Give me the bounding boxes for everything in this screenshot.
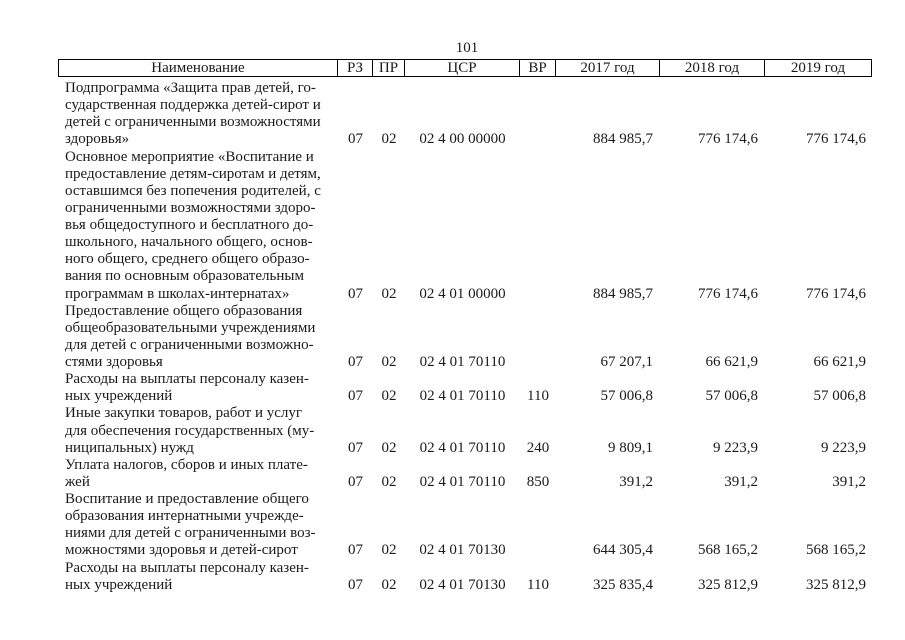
amount-2018: 776 174,6 — [698, 285, 758, 302]
name-line: для обеспечения государственных (му- — [65, 422, 315, 439]
name-line: Иные закупки товаров, работ и услуг — [65, 405, 303, 422]
csr-cell: 02 4 01 00000 — [419, 285, 506, 302]
amount-2017: 9 809,1 — [608, 439, 653, 456]
amount-2019: 568 165,2 — [806, 542, 866, 559]
table-row — [58, 371, 872, 405]
header-pr: ПР — [373, 60, 405, 76]
row-name — [58, 457, 338, 491]
table-row — [58, 80, 872, 149]
name-line: ных учреждений — [65, 576, 173, 593]
pr-cell: 02 — [381, 354, 397, 370]
header-csr: ЦСР — [405, 60, 520, 76]
amount-2017: 644 305,4 — [593, 542, 653, 559]
amount-2017: 391,2 — [619, 473, 653, 490]
row-name — [58, 80, 338, 149]
csr-cell: 02 4 01 70110 — [419, 388, 506, 405]
vr-cell — [520, 542, 556, 559]
row-name — [58, 371, 338, 405]
name-line: Предоставление общего образования — [65, 302, 303, 319]
amount-2018: 776 174,6 — [698, 131, 758, 148]
amount-2018: 66 621,9 — [705, 354, 758, 370]
vr-cell: 110 — [527, 576, 549, 593]
name-line: Подпрограмма «Защита прав детей, го- — [65, 80, 316, 96]
name-line: для детей с ограниченными возможно- — [65, 336, 314, 353]
amount-2019: 325 812,9 — [806, 576, 866, 593]
amount-2017: 57 006,8 — [600, 388, 653, 405]
name-line: ограниченными возможностями здоро- — [65, 199, 316, 216]
amount-2017: 325 835,4 — [593, 576, 653, 593]
row-name — [58, 560, 338, 594]
vr-cell: 240 — [526, 439, 550, 456]
name-line: Воспитание и предоставление общего — [65, 491, 309, 507]
name-line: Основное мероприятие «Воспитание и — [65, 148, 314, 165]
amount-2018: 9 223,9 — [713, 439, 758, 456]
name-line: программам в школах-интернатах» — [65, 285, 290, 302]
amount-2017: 67 207,1 — [600, 354, 653, 370]
rz-cell: 07 — [348, 131, 363, 148]
name-line: здоровья» — [65, 131, 130, 148]
name-line: ных учреждений — [65, 388, 173, 405]
header-rz: РЗ — [338, 60, 373, 76]
header-2017: 2017 год — [556, 60, 660, 76]
name-line: школьного, начального общего, основ- — [65, 234, 313, 251]
amount-2019: 776 174,6 — [806, 285, 866, 302]
pr-cell: 02 — [381, 576, 397, 593]
amount-2019: 66 621,9 — [813, 354, 866, 370]
table-row — [58, 405, 872, 456]
name-line: можностями здоровья и детей-сирот — [65, 542, 298, 559]
pr-cell: 02 — [381, 388, 397, 405]
row-name — [58, 303, 338, 372]
header-name: Наименование — [59, 60, 338, 76]
row-name — [58, 491, 338, 560]
header-2019: 2019 год — [790, 60, 846, 76]
vr-cell — [520, 354, 556, 371]
page-number: 101 — [455, 40, 479, 56]
name-line: ного общего, среднего общего образо- — [65, 251, 310, 268]
table-row — [58, 491, 872, 560]
vr-cell: 110 — [527, 388, 549, 405]
header-2018: 2018 год — [660, 60, 765, 76]
pr-cell: 02 — [381, 131, 397, 148]
name-line: ниями для детей с ограниченными воз- — [65, 525, 316, 542]
name-line: предоставление детям-сиротам и детям, — [65, 165, 321, 182]
table-row — [58, 457, 872, 491]
rz-cell: 07 — [348, 576, 363, 593]
name-line: вья общедоступного и бесплатного до- — [65, 217, 314, 233]
name-line: Расходы на выплаты персоналу казен- — [65, 559, 309, 576]
name-line: стями здоровья — [65, 354, 163, 370]
amount-2019: 776 174,6 — [806, 131, 866, 148]
table-body — [58, 80, 872, 594]
name-line: общеобразовательными учреждениями — [65, 319, 316, 336]
rz-cell: 07 — [348, 473, 363, 490]
pr-cell: 02 — [381, 285, 397, 302]
name-line: образования интернатными учрежде- — [65, 508, 304, 525]
row-name — [58, 405, 338, 456]
amount-2018: 57 006,8 — [705, 388, 758, 405]
table-row — [58, 560, 872, 594]
pr-cell: 02 — [381, 473, 397, 490]
rz-cell: 07 — [348, 388, 363, 405]
amount-2017: 884 985,7 — [593, 131, 653, 148]
rz-cell: 07 — [348, 285, 363, 302]
csr-cell: 02 4 01 70110 — [419, 473, 506, 490]
rz-cell: 07 — [348, 542, 363, 559]
row-name — [58, 149, 338, 303]
header-vr: ВР — [520, 60, 556, 76]
name-line: детей с ограниченными возможностями — [65, 114, 321, 131]
amount-2019: 57 006,8 — [813, 388, 866, 405]
csr-cell: 02 4 01 70110 — [419, 439, 506, 456]
table-header — [58, 59, 872, 77]
pr-cell: 02 — [381, 439, 397, 456]
amount-2018: 325 812,9 — [698, 576, 758, 593]
name-line: вания по основным образовательным — [65, 268, 304, 285]
name-line: сударственная поддержка детей-сирот и — [65, 97, 321, 114]
name-line: Уплата налогов, сборов и иных плате- — [65, 456, 308, 473]
table-row — [58, 303, 872, 372]
vr-cell: 850 — [526, 473, 550, 490]
vr-cell — [520, 286, 556, 303]
amount-2019: 391,2 — [832, 473, 866, 490]
amount-2019: 9 223,9 — [821, 439, 866, 456]
rz-cell: 07 — [348, 354, 363, 370]
table-row — [58, 149, 872, 303]
csr-cell: 02 4 01 70130 — [419, 542, 506, 559]
amount-2017: 884 985,7 — [593, 285, 653, 302]
amount-2018: 568 165,2 — [698, 542, 758, 559]
name-line: Расходы на выплаты персоналу казен- — [65, 371, 309, 388]
csr-cell: 02 4 01 70130 — [419, 576, 506, 593]
vr-cell — [520, 131, 556, 148]
name-line: оставшимся без попечения родителей, с — [65, 182, 321, 199]
amount-2018: 391,2 — [724, 473, 758, 490]
pr-cell: 02 — [381, 542, 397, 559]
name-line: ниципальных) нужд — [65, 439, 194, 456]
name-line: жей — [65, 473, 90, 490]
csr-cell: 02 4 01 70110 — [419, 354, 506, 370]
rz-cell: 07 — [348, 439, 363, 456]
csr-cell: 02 4 00 00000 — [419, 131, 506, 148]
